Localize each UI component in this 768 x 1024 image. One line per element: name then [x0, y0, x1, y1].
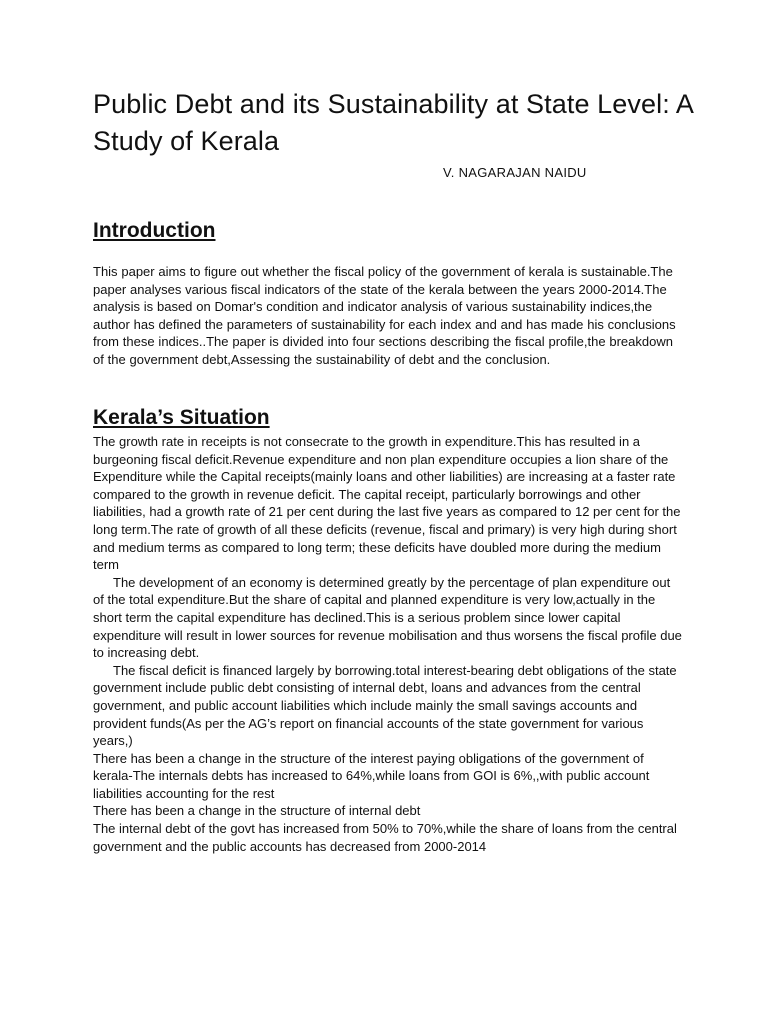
- introduction-paragraph: This paper aims to figure out whether the fiscal policy of the government of kerala is sustainable.The paper analyses various fiscal indicators of the state of the kerala between the years 2000-2014.The analysis is based on Domar's condition and indicator analysis of various sustainability indices,the author has defined the parameters of sustainability for each index and and has made his conclusions from these indices..The paper is divided into four sections describing the fiscal profile,the breakdown of the government debt,Assessing the sustainability of debt and the conclusion.: [93, 264, 676, 367]
- situation-paragraph-fiscal-deficit: The fiscal deficit is financed largely by borrowing.total interest-bearing debt obligations of the state government include public debt consisting of internal debt, loans and advances from the central government, and public account liabilities which include mainly the small savings accounts and provident funds(As per the AG’s report on financial accounts of the state government for various years,): [93, 662, 677, 749]
- keralas-situation-body: [93, 433, 683, 855]
- situation-paragraph-internal-debt-growth: The internal debt of the govt has increased from 50% to 70%,while the share of loans from the central government and the public accounts has decreased from 2000-2014: [93, 821, 677, 854]
- section-heading-introduction: Introduction: [93, 219, 216, 242]
- situation-paragraph-internal-debt-structure: There has been a change in the structure of internal debt: [93, 803, 421, 819]
- situation-paragraph-receipts: The growth rate in receipts is not consecrate to the growth in expenditure.This has resulted in a burgeoning fiscal deficit.Revenue expenditure and non plan expenditure occupies a lion share of the Expenditure while the Capital receipts(mainly loans and other liabilities) are increasing at a faster rate compared to the growth in revenue deficit. The capital receipt, particularly borrowings and other liabilities, had a growth rate of 21 per cent during the last five years as compared to 12 per cent for the long term.The rate of growth of all these deficits (revenue, fiscal and primary) is very high during short and medium terms as compared to long term; these deficits have doubled more during the medium term: [93, 434, 681, 573]
- page-title: Public Debt and its Sustainability at State Level: A Study of Kerala: [93, 89, 693, 156]
- situation-paragraph-interest-obligations: There has been a change in the structure of the interest paying obligations of the government of kerala-The internals debts has increased to 64%,while loans from GOI is 6%,,with public account liabilities accounting for the rest: [93, 750, 650, 801]
- section-heading-keralas-situation: Kerala’s Situation: [93, 406, 270, 429]
- author-name: V. NAGARAJAN NAIDU: [443, 165, 587, 180]
- situation-paragraph-plan-expenditure: The development of an economy is determined greatly by the percentage of plan expenditure out of the total expenditure.But the share of capital and planned expenditure is very low,actually in the short term the capital expenditure has declined.This is a serious problem since lower capital expenditure will result in lower sources for revenue mobilisation and thus worsens the fiscal profile due to increasing debt.: [93, 574, 682, 661]
